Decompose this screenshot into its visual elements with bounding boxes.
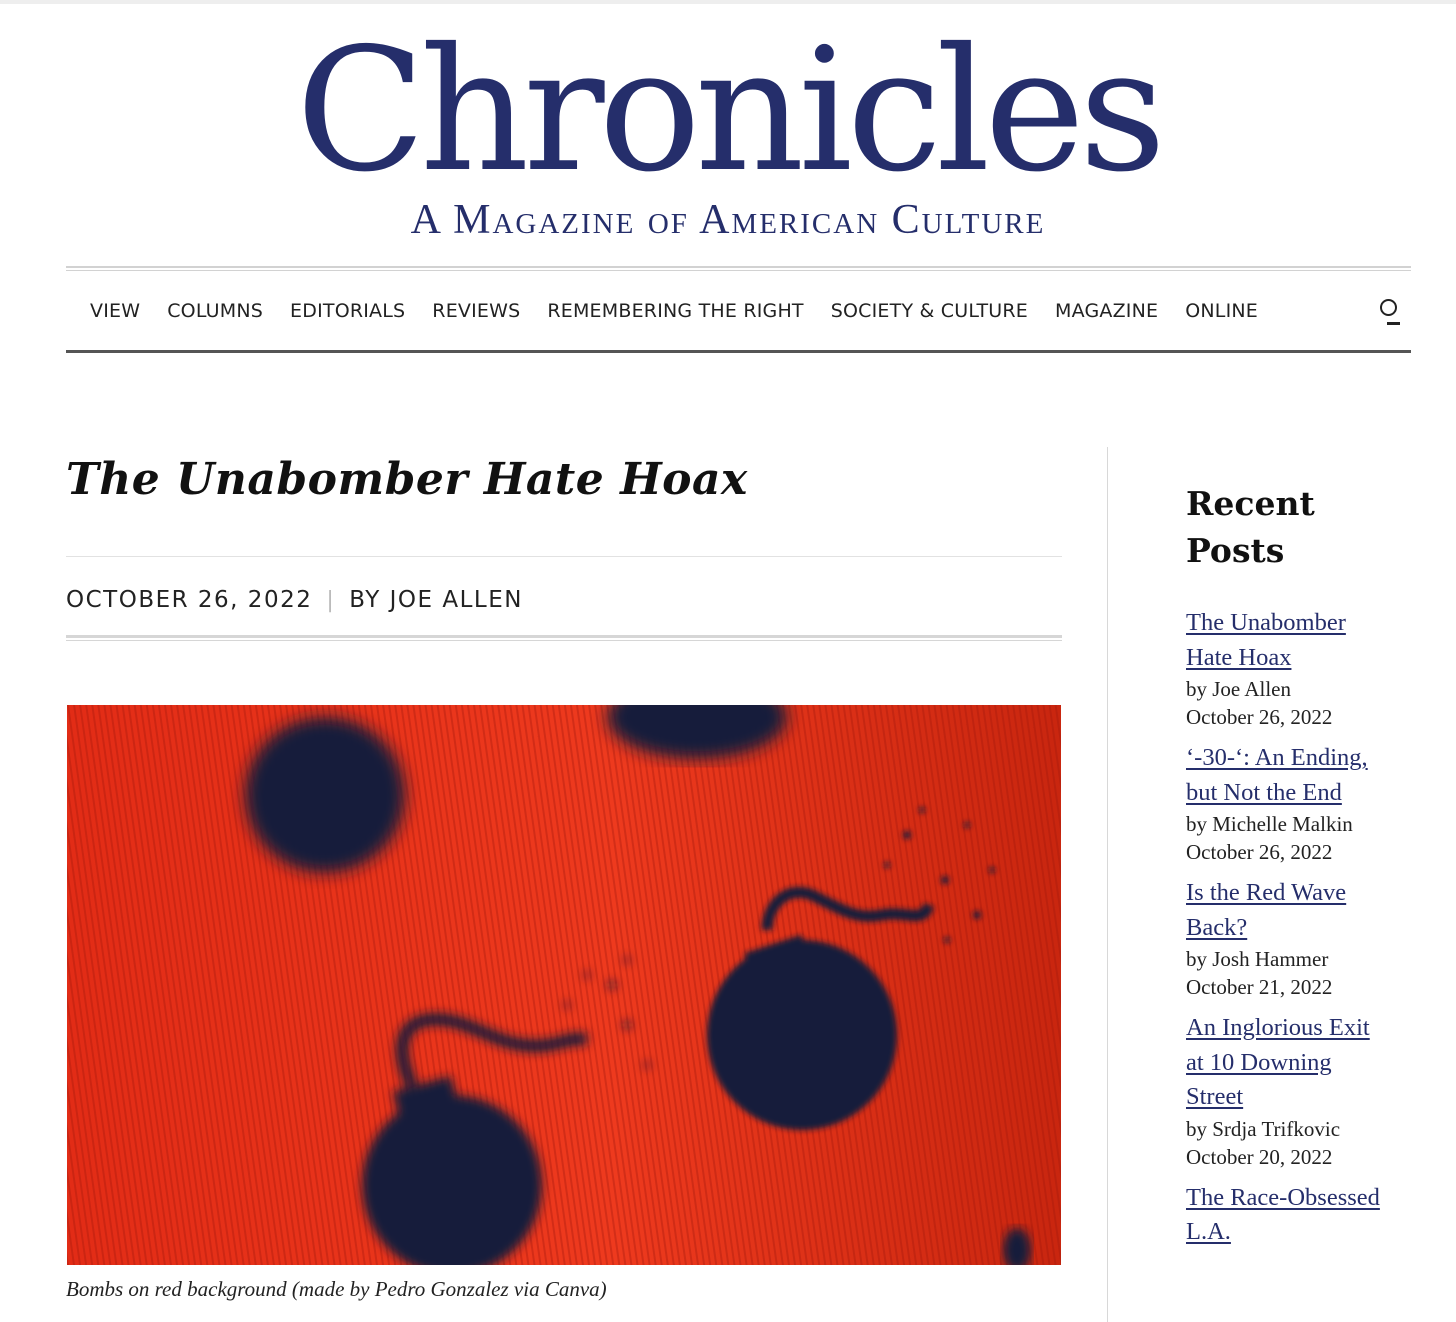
title-divider: [66, 556, 1062, 557]
article-title: The Unabomber Hate Hoax: [66, 454, 748, 505]
nav-item-magazine[interactable]: MAGAZINE: [1055, 300, 1159, 322]
article-byline[interactable]: BY JOE ALLEN: [349, 587, 523, 613]
search-icon-handle: [1387, 322, 1400, 325]
screen-texture: [67, 705, 1061, 1265]
nav-item-view[interactable]: VIEW: [90, 300, 141, 322]
nav-top-rule: [66, 266, 1411, 271]
recent-post-link[interactable]: The Race-Obsessed L.A.: [1186, 1183, 1380, 1245]
main-nav: [66, 288, 1411, 334]
recent-post-date: October 26, 2022: [1186, 705, 1333, 729]
blurred-bomb-top-left: [245, 717, 405, 873]
sidebar-title: Recent Posts: [1186, 484, 1315, 570]
image-caption: Bombs on red background (made by Pedro Gonzalez via Canva): [66, 1277, 607, 1301]
nav-bottom-rule: [66, 350, 1411, 353]
meta-separator: |: [326, 587, 336, 613]
nav-item-society-culture[interactable]: SOCIETY & CULTURE: [830, 300, 1029, 322]
nav-item-columns[interactable]: COLUMNS: [167, 300, 264, 322]
recent-post-author: by Michelle Malkin: [1186, 812, 1353, 836]
search-icon[interactable]: [1377, 297, 1405, 325]
recent-posts-sidebar: [1186, 480, 1386, 1260]
recent-post-author: by Joe Allen: [1186, 677, 1291, 701]
recent-post-author: by Srdja Trifkovic: [1186, 1116, 1341, 1141]
article-meta: [66, 580, 523, 620]
list-item: [1186, 1181, 1386, 1250]
recent-post-link[interactable]: Is the Red Wave Back?: [1186, 879, 1347, 941]
list-item: [1186, 606, 1386, 731]
nav-item-online[interactable]: ONLINE: [1185, 300, 1259, 322]
recent-post-link[interactable]: An Inglorious Exit at 10 Downing Street: [1186, 1014, 1370, 1110]
recent-post-date: October 26, 2022: [1186, 840, 1333, 864]
sidebar-divider: [1107, 447, 1108, 1322]
site-logo[interactable]: Chronicles: [295, 12, 1161, 210]
recent-post-date: October 20, 2022: [1186, 1144, 1333, 1169]
article-date: OCTOBER 26, 2022: [66, 587, 313, 613]
list-item: [1186, 1011, 1386, 1171]
list-item: [1186, 876, 1386, 1001]
list-item: [1186, 741, 1386, 866]
meta-divider: [66, 635, 1062, 641]
hero-image: [67, 705, 1061, 1265]
nav-item-reviews[interactable]: REVIEWS: [432, 300, 521, 322]
site-tagline: A Magazine of American Culture: [410, 197, 1046, 243]
nav-item-editorials[interactable]: EDITORIALS: [290, 300, 406, 322]
bombs-illustration: [67, 705, 1061, 1265]
recent-post-link[interactable]: The Unabomber Hate Hoax: [1186, 609, 1346, 671]
recent-post-author: by Josh Hammer: [1186, 947, 1329, 971]
nav-item-remembering-the-right[interactable]: REMEMBERING THE RIGHT: [547, 300, 804, 322]
recent-post-date: October 21, 2022: [1186, 975, 1333, 999]
search-icon-ring: [1380, 299, 1397, 316]
recent-post-link[interactable]: ‘-30-‘: An Ending, but Not the End: [1186, 744, 1368, 806]
top-bar: [0, 0, 1456, 4]
